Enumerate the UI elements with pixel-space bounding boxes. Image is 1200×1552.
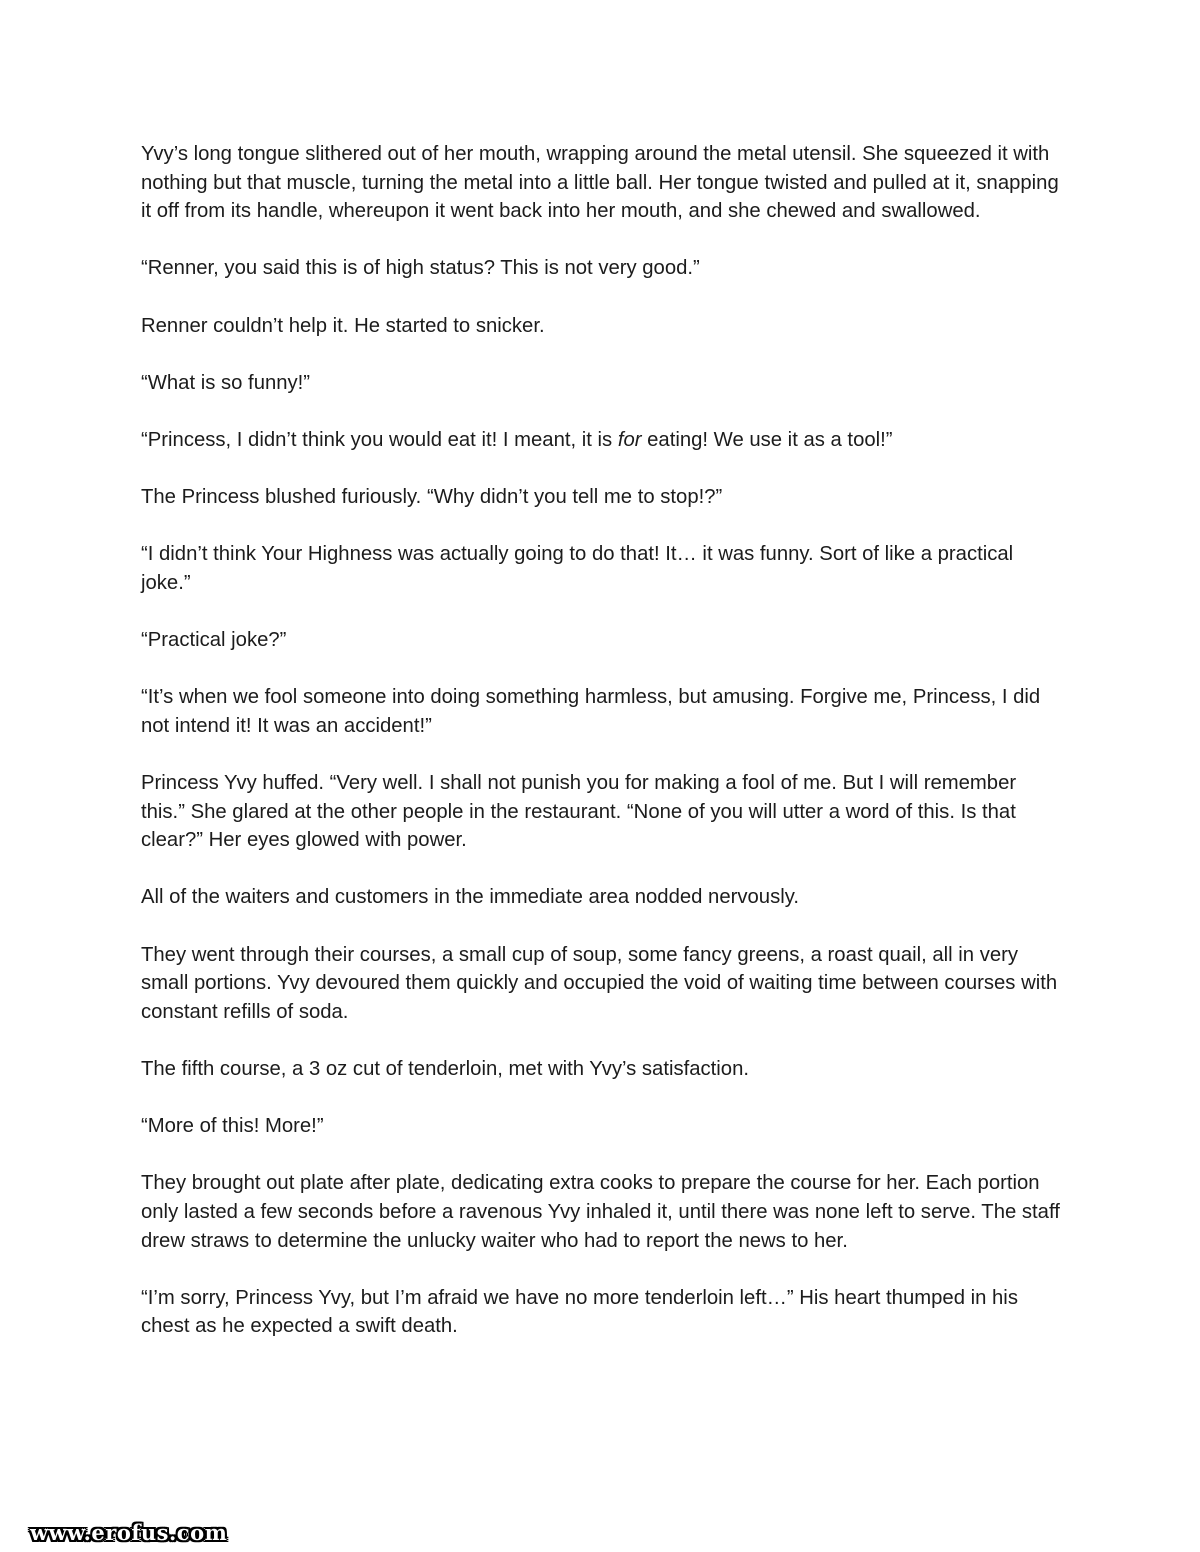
paragraph-13: The fifth course, a 3 oz cut of tenderloin, met with Yvy’s satisfaction. xyxy=(141,1058,749,1080)
paragraph-5-emphasis: for xyxy=(617,428,642,451)
paragraph-5-before: “Princess, I didn’t think you would eat it! I meant, it is xyxy=(141,428,618,451)
paragraph-5 xyxy=(141,426,1061,455)
paragraph-8: “Practical joke?” xyxy=(141,629,287,652)
document-body xyxy=(141,140,1061,1370)
paragraph-10: Princess Yvy huffed. “Very well. I shall not punish you for making a fool of me. But I will remember this.” She glared at the other people in the restaurant. “None of you will utter a word of this. Is that clear?” Her eyes glowed with power. xyxy=(141,772,1017,852)
paragraph-7: “I didn’t think Your Highness was actually going to do that! It… it was funny. Sort of like a practical joke.” xyxy=(141,543,1014,594)
paragraph-4: “What is so funny!” xyxy=(141,371,311,394)
paragraph-1: Yvy’s long tongue slithered out of her mouth, wrapping around the metal utensil. She squeezed it with nothing but that muscle, turning the metal into a little ball. Her tongue twisted and pulled at it, snapping it off from its handle, whereupon it went back into her mouth, and she chewed and swallowed. xyxy=(141,143,1059,223)
paragraph-16: “I’m sorry, Princess Yvy, but I’m afraid we have no more tenderloin left…” His heart thumped in his chest as he expected a swift death. xyxy=(141,1286,1018,1338)
paragraph-11: All of the waiters and customers in the immediate area nodded nervously. xyxy=(141,886,799,909)
paragraph-15: They brought out plate after plate, dedicating extra cooks to prepare the course for her. Each portion only lasted a few seconds before a ravenous Yvy inhaled it, until there was none left to serve. The staff drew straws to determine the unlucky waiter who had to report the news to her. xyxy=(141,1172,1060,1252)
paragraph-2: “Renner, you said this is of high status? This is not very good.” xyxy=(141,257,700,280)
watermark-logo: www.erofus.com xyxy=(30,1520,228,1545)
paragraph-12: They went through their courses, a small cup of soup, some fancy greens, a roast quail, all in very small portions. Yvy devoured them quickly and occupied the void of waiting time between courses with constant refills of soda. xyxy=(141,943,1058,1023)
paragraph-3: Renner couldn’t help it. He started to snicker. xyxy=(141,314,545,337)
paragraph-9: “It’s when we fool someone into doing something harmless, but amusing. Forgive me, Princess, I did not intend it! It was an accident!” xyxy=(141,686,1041,737)
paragraph-6: The Princess blushed furiously. “Why didn’t you tell me to stop!?” xyxy=(141,486,723,509)
paragraph-5-after: eating! We use it as a tool!” xyxy=(641,428,893,451)
paragraph-14: “More of this! More!” xyxy=(141,1115,324,1138)
